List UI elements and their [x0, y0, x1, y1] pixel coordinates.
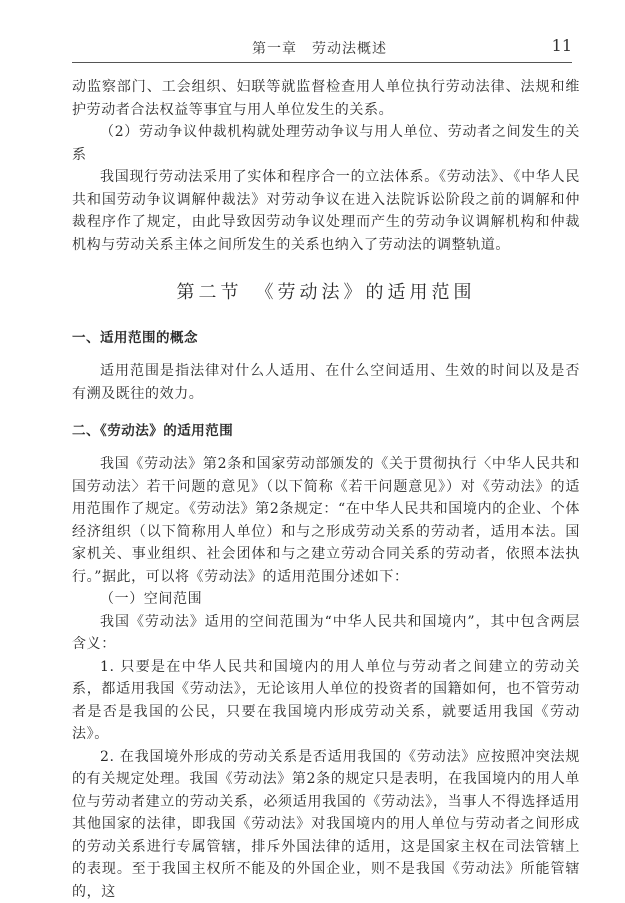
paragraph-continuation: 动监察部门、工会组织、妇联等就监督检查用人单位执行劳动法律、法规和维护劳动者合法权益等事宜与用人单位发生的关系。 — [72, 76, 580, 121]
paragraph-spatial-scope: 我国《劳动法》适用的空间范围为“中华人民共和国境内”，其中包含两层含义： — [72, 611, 580, 656]
body-text — [72, 76, 580, 903]
page-number: 11 — [552, 36, 572, 55]
paragraph-point-1: 1. 只要是在中华人民共和国境内的用人单位与劳动者之间建立的劳动关系，都适用我国《劳动法》，无论该用人单位的投资者的国籍如何，也不管劳动者是否是我国的公民，只要在我国境内形成劳动关系，就要适用我国《劳动法》。 — [72, 656, 580, 746]
heading-concept: 一、适用范围的概念 — [72, 326, 580, 346]
paragraph-scope-article2: 我国《劳动法》第2条和国家劳动部颁发的《关于贯彻执行〈中华人民共和国劳动法〉若干问题的意见》（以下简称《若干问题意见》）对《劳动法》的适用范围作了规定。《劳动法》第2条规定：“在中华人民共和国境内的企业、个体经济组织（以下简称用人单位）和与之形成劳动关系的劳动者，适用本法。国家机关、事业组织、社会团体和与之建立劳动合同关系的劳动者，依照本法执行。”据此，可以将《劳动法》的适用范围分述如下： — [72, 453, 580, 588]
subheading-spatial-scope: （一）空间范围 — [72, 588, 580, 611]
heading-scope: 二、《劳动法》的适用范围 — [72, 419, 580, 439]
paragraph-arbitration-item: （2）劳动争议仲裁机构就处理劳动争议与用人单位、劳动者之间发生的关系 — [72, 121, 580, 166]
section-title: 第二节 《劳动法》的适用范围 — [72, 278, 580, 304]
paragraph-point-2: 2. 在我国境外形成的劳动关系是否适用我国的《劳动法》应按照冲突法规的有关规定处理。我国《劳动法》第2条的规定只是表明，在我国境内的用人单位与劳动者建立的劳动关系，必须适用我国的《劳动法》，当事人不得选择适用其他国家的法律，即我国《劳动法》对我国境内的用人单位与劳动者之间形成的劳动关系进行专属管辖，排斥外国法律的适用，这是国家主权在司法管辖上的表现。至于我国主权所不能及的外国企业，则不是我国《劳动法》所能管辖的，这 — [72, 746, 580, 903]
paragraph-legislative-system: 我国现行劳动法采用了实体和程序合一的立法体系。《劳动法》、《中华人民共和国劳动争议调解仲裁法》对劳动争议在进入法院诉讼阶段之前的调解和仲裁程序作了规定，由此导致因劳动争议处理而产生的劳动争议调解机构和仲裁机构与劳动关系主体之间所发生的关系也纳入了劳动法的调整轨道。 — [72, 166, 580, 256]
paragraph-concept: 适用范围是指法律对什么人适用、在什么空间适用、生效的时间以及是否有溯及既往的效力。 — [72, 360, 580, 405]
header-rule — [72, 62, 572, 63]
running-header — [72, 38, 572, 58]
chapter-title: 第一章 劳动法概述 — [252, 38, 387, 58]
